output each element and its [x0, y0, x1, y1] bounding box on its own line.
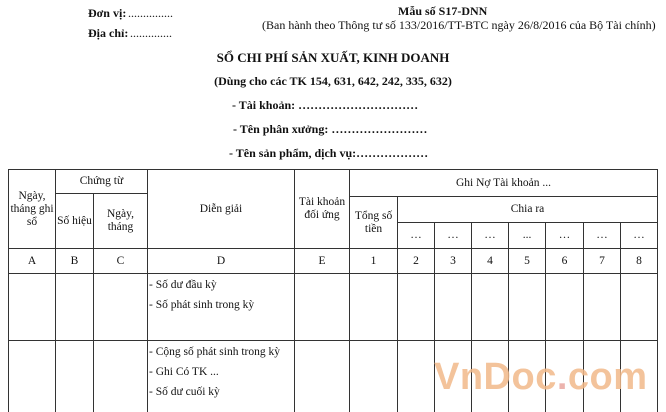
- code-cell: 3: [450, 254, 456, 267]
- table-row-item: - Ghi Có TK ...: [149, 366, 219, 378]
- code-cell: E: [318, 254, 326, 267]
- document-title: SỔ CHI PHÍ SẢN XUẤT, KINH DOANH: [216, 50, 450, 65]
- code-cell: 1: [370, 254, 377, 267]
- address-value: ..............: [130, 26, 172, 40]
- address-label: Địa chỉ:: [88, 26, 129, 40]
- vndoc-watermark: [434, 356, 648, 399]
- unit-label: Đơn vị:: [88, 6, 127, 20]
- table-row-item: - Số dư cuối kỳ: [149, 386, 220, 398]
- table-row-item: - Số dư đầu kỳ: [149, 279, 217, 291]
- code-cell: C: [116, 254, 125, 267]
- unit-value: ...............: [128, 6, 173, 20]
- product-line: - Tên sản phẩm, dịch vụ:………………: [229, 146, 429, 160]
- header-voucher-no: Số hiệu: [57, 214, 92, 227]
- header-voucher-date: Ngày, tháng: [106, 208, 135, 233]
- code-cell: 4: [487, 254, 493, 267]
- code-cell: 8: [636, 254, 642, 267]
- watermark-dot: .: [556, 356, 568, 398]
- sub-col-header: …: [596, 229, 608, 241]
- header-breakdown: Chia ra: [510, 203, 545, 215]
- sub-col-header: …: [410, 229, 422, 241]
- sub-col-header: …: [558, 229, 571, 241]
- sub-col-header: …: [633, 229, 645, 241]
- form-number: Mẫu số S17-DNN: [398, 4, 488, 18]
- code-cell: 5: [524, 254, 530, 267]
- issuance-note: (Ban hành theo Thông tư số 133/2016/TT-BTC ngày 26/8/2016 của Bộ Tài chính): [262, 18, 656, 32]
- watermark-left: VnDoc: [434, 356, 557, 398]
- header-debit-account: Ghi Nợ Tài khoản ...: [456, 176, 551, 189]
- code-cell: 7: [599, 254, 605, 267]
- code-cell: 6: [561, 254, 568, 267]
- sub-col-header: …: [484, 229, 496, 241]
- table-row-item: - Cộng số phát sinh trong kỳ: [149, 346, 280, 358]
- document-subtitle: (Dùng cho các TK 154, 631, 642, 242, 335, 632): [214, 74, 452, 88]
- code-cell: D: [216, 254, 226, 267]
- code-row-bottom-line: [8, 273, 658, 274]
- col-line: [657, 169, 658, 412]
- sub-col-header: ...: [522, 229, 532, 241]
- header-total: Tổng số tiền: [354, 209, 393, 235]
- header-date: Ngày, tháng ghi sổ: [10, 189, 54, 228]
- table-row-item: - Số phát sinh trong kỳ: [149, 299, 255, 311]
- row-divider: [8, 340, 658, 341]
- code-cell: B: [70, 254, 79, 267]
- header-contra-account: Tài khoản đối ứng: [298, 196, 346, 221]
- code-cell: 2: [413, 254, 419, 267]
- watermark-right: com: [567, 356, 648, 398]
- account-line: - Tài khoản: …………………………: [232, 98, 419, 112]
- workshop-line: - Tên phân xưởng: ……………………: [233, 122, 428, 136]
- code-cell: A: [27, 254, 37, 267]
- header-voucher: Chứng từ: [79, 175, 124, 187]
- header-description: Diễn giải: [199, 202, 243, 215]
- sub-col-header: …: [447, 229, 459, 241]
